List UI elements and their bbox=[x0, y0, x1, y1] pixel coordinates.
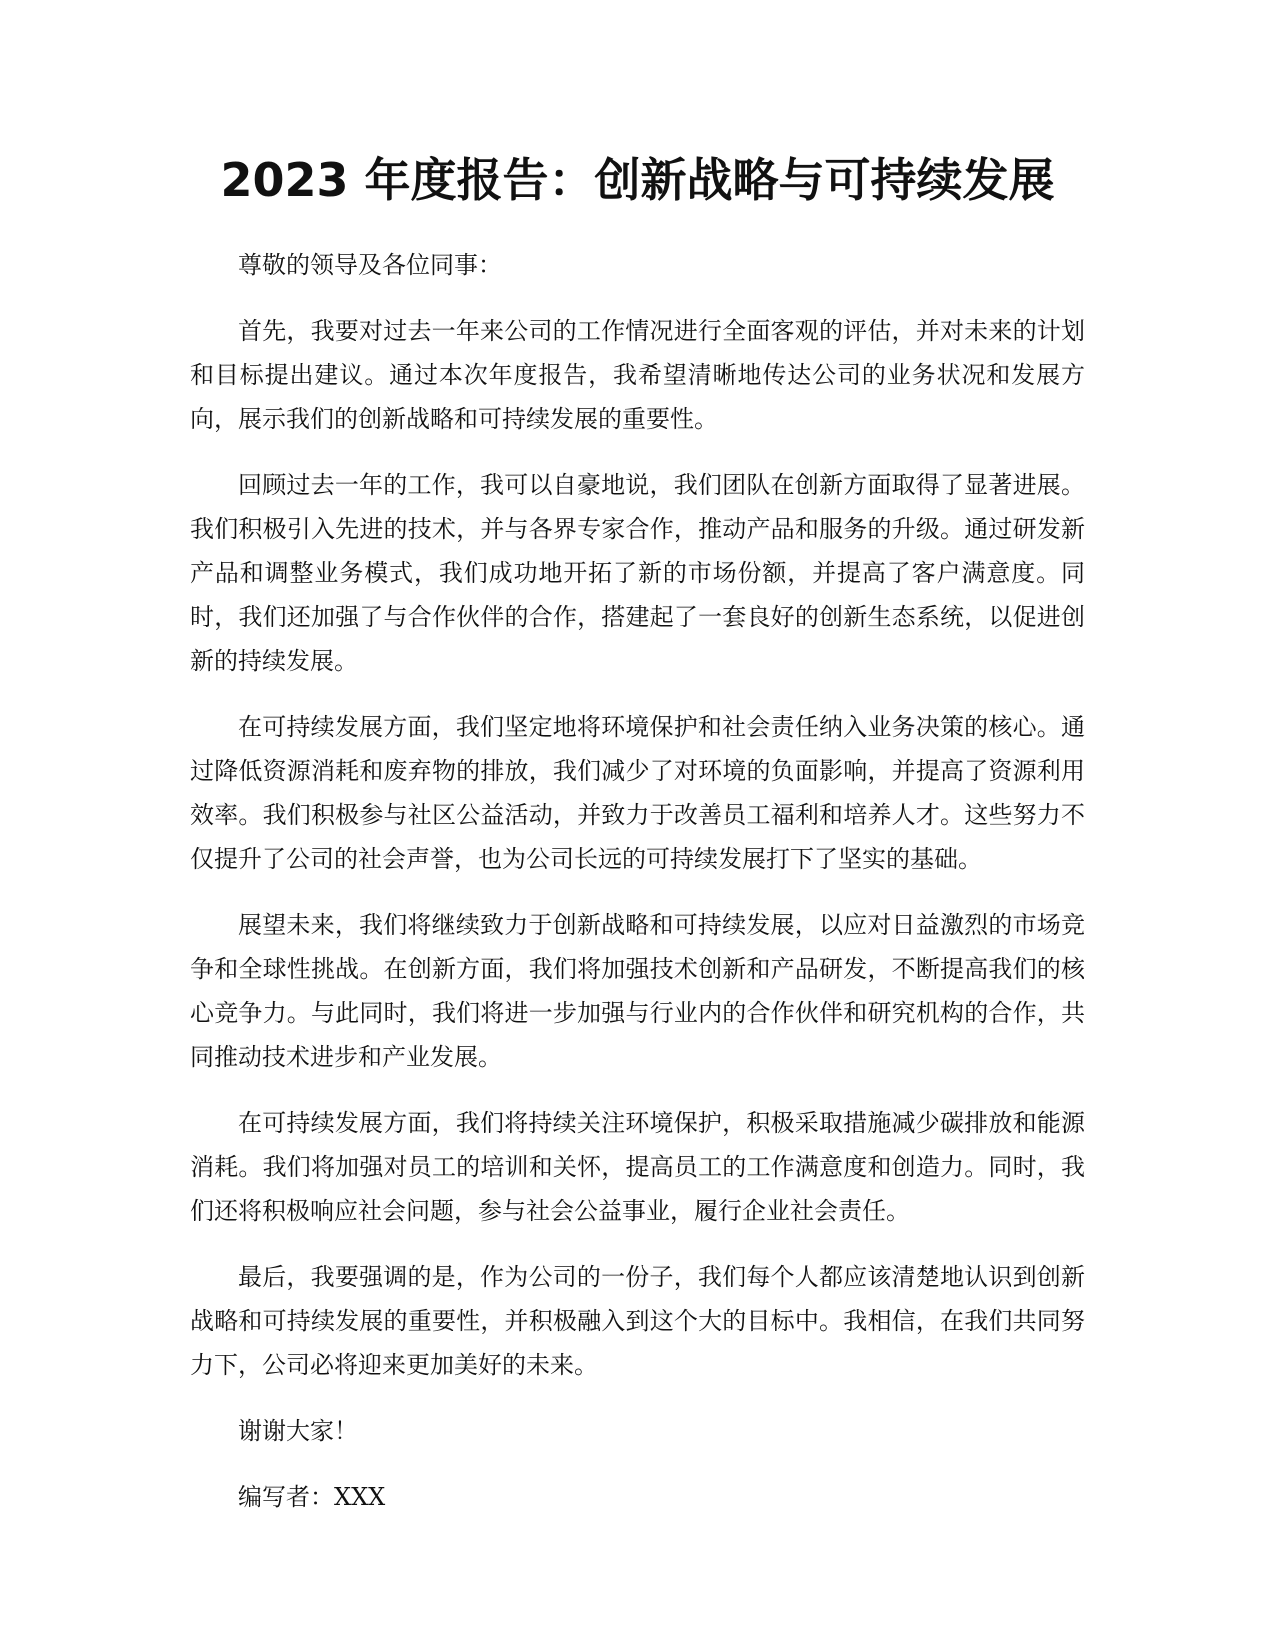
paragraph-4: 展望未来，我们将继续致力于创新战略和可持续发展，以应对日益激烈的市场竞争和全球性挑战。在创新方面，我们将加强技术创新和产品研发，不断提高我们的核心竞争力。与此同时，我们将进一步加强与行业内的合作伙伴和研究机构的合作，共同推动技术进步和产业发展。 bbox=[190, 911, 1085, 1071]
salutation: 尊敬的领导及各位同事： bbox=[238, 251, 502, 279]
document-title: 2023 年度报告：创新战略与可持续发展 bbox=[220, 153, 1055, 207]
paragraph-1: 首先，我要对过去一年来公司的工作情况进行全面客观的评估，并对未来的计划和目标提出建议。通过本次年度报告，我希望清晰地传达公司的业务状况和发展方向，展示我们的创新战略和可持续发展的重要性。 bbox=[190, 317, 1085, 433]
paragraph-5: 在可持续发展方面，我们将持续关注环境保护，积极采取措施减少碳排放和能源消耗。我们将加强对员工的培训和关怀，提高员工的工作满意度和创造力。同时，我们还将积极响应社会问题，参与社会公益事业，履行企业社会责任。 bbox=[190, 1109, 1085, 1225]
paragraph-3: 在可持续发展方面，我们坚定地将环境保护和社会责任纳入业务决策的核心。通过降低资源消耗和废弃物的排放，我们减少了对环境的负面影响，并提高了资源利用效率。我们积极参与社区公益活动，并致力于改善员工福利和培养人才。这些努力不仅提升了公司的社会声誉，也为公司长远的可持续发展打下了坚实的基础。 bbox=[190, 713, 1085, 873]
closing: 谢谢大家！ bbox=[238, 1417, 358, 1445]
author-line: 编写者：XXX bbox=[238, 1483, 386, 1511]
paragraph-6: 最后，我要强调的是，作为公司的一份子，我们每个人都应该清楚地认识到创新战略和可持续发展的重要性，并积极融入到这个大的目标中。我相信，在我们共同努力下，公司必将迎来更加美好的未来。 bbox=[190, 1263, 1085, 1379]
document-body bbox=[190, 243, 1085, 1541]
paragraph-2: 回顾过去一年的工作，我可以自豪地说，我们团队在创新方面取得了显著进展。我们积极引入先进的技术，并与各界专家合作，推动产品和服务的升级。通过研发新产品和调整业务模式，我们成功地开拓了新的市场份额，并提高了客户满意度。同时，我们还加强了与合作伙伴的合作，搭建起了一套良好的创新生态系统，以促进创新的持续发展。 bbox=[190, 471, 1085, 675]
